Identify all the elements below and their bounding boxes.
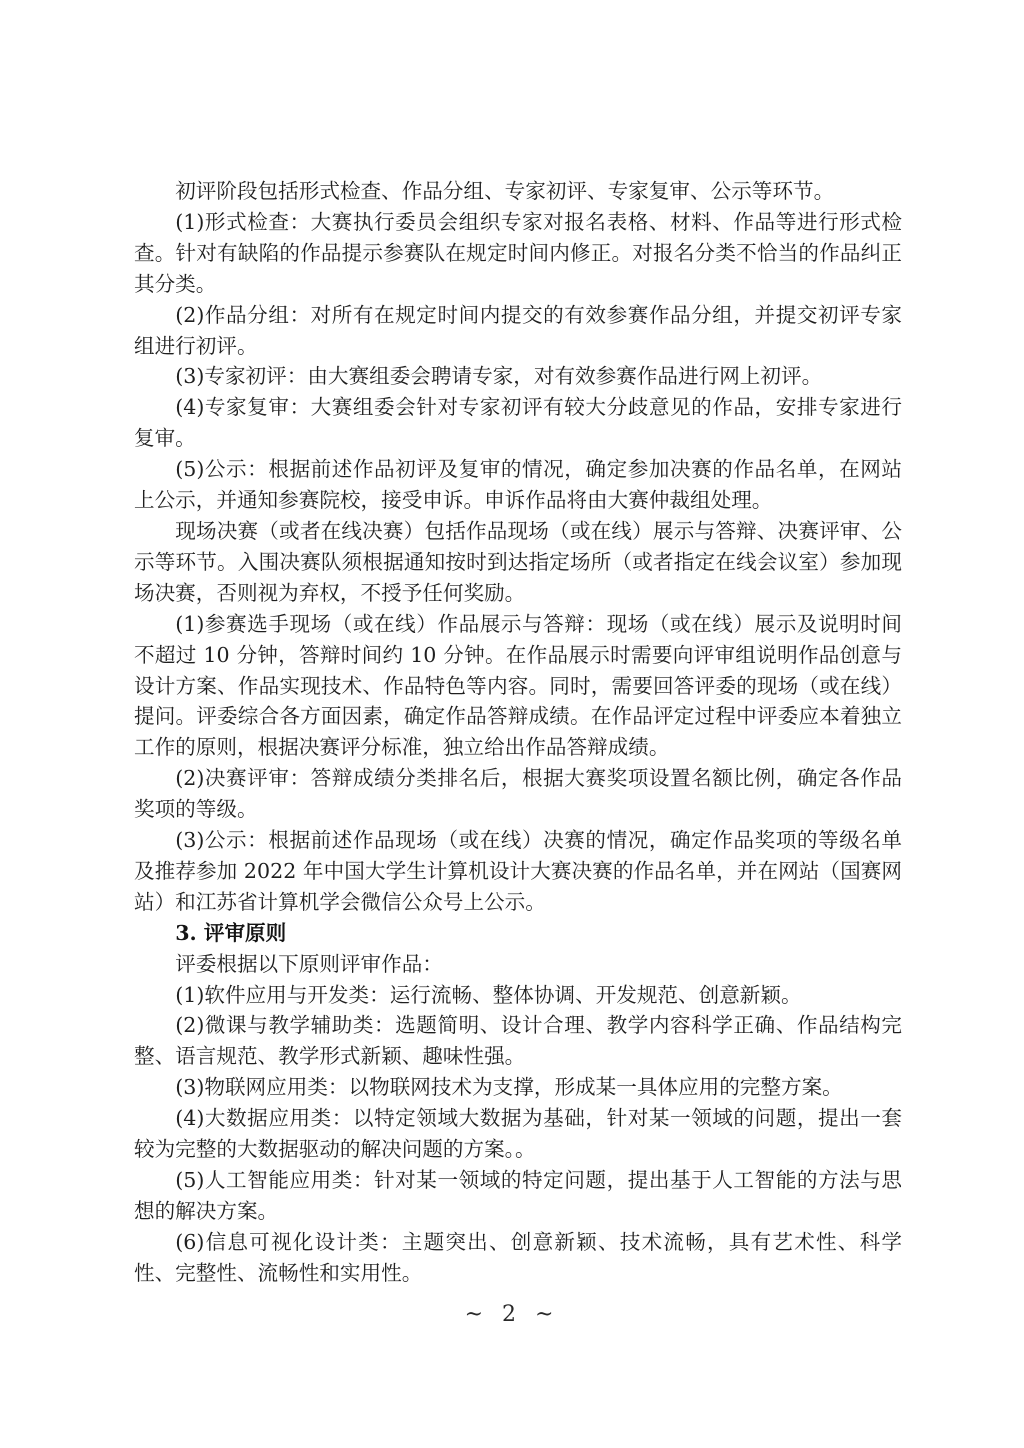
body-paragraph: (1)形式检查：大赛执行委员会组织专家对报名表格、材料、作品等进行形式检查。针对有缺陷的作品提示参赛队在规定时间内修正。对报名分类不恰当的作品纠正其分类。 [134, 209, 902, 296]
body-paragraph: (4)大数据应用类：以特定领域大数据为基础，针对某一领域的问题，提出一套较为完整的大数据驱动的解决问题的方案。。 [134, 1106, 902, 1162]
body-paragraph: (5)公示：根据前述作品初评及复审的情况，确定参加决赛的作品名单，在网站上公示，并通知参赛院校，接受申诉。申诉作品将由大赛仲裁组处理。 [134, 457, 902, 513]
body-paragraph: 评委根据以下原则评审作品： [175, 951, 443, 976]
body-paragraph: (3)公示：根据前述作品现场（或在线）决赛的情况，确定作品奖项的等级名单及推荐参加 2022 年中国大学生计算机设计大赛决赛的作品名单，并在网站（国赛网站）和江苏省计算机学会微信公众号上公示。 [134, 828, 902, 914]
body-paragraph: (1)参赛选手现场（或在线）作品展示与答辩：现场（或在线）展示及说明时间不超过 10 分钟，答辩时间约 10 分钟。在作品展示时需要向评审组说明作品创意与设计方案、作品实现技术、作品特色等内容。同时，需要回答评委的现场（或在线）提问。评委综合各方面因素，确定作品答辩成绩。在作品评定过程中评委应本着独立工作的原则，根据决赛评分标准，独立给出作品答辩成绩。 [134, 611, 902, 760]
body-paragraph: (2)微课与教学辅助类：选题简明、设计合理、教学内容科学正确、作品结构完整、语言规范、教学形式新颖、趣味性强。 [134, 1013, 902, 1069]
body-paragraph: (1)软件应用与开发类：运行流畅、整体协调、开发规范、创意新颖。 [175, 982, 802, 1007]
body-paragraph: (3)专家初评：由大赛组委会聘请专家，对有效参赛作品进行网上初评。 [175, 364, 823, 389]
section-heading-review-principles: 3. 评审原则 [175, 920, 287, 945]
body-paragraph: 现场决赛（或者在线决赛）包括作品现场（或在线）展示与答辩、决赛评审、公示等环节。入围决赛队须根据通知按时到达指定场所（或者指定在线会议室）参加现场决赛，否则视为弃权，不授予任何奖励。 [134, 518, 902, 605]
document-body [134, 176, 902, 1289]
body-paragraph: (2)作品分组：对所有在规定时间内提交的有效参赛作品分组，并提交初评专家组进行初评。 [134, 302, 902, 358]
body-paragraph: (3)物联网应用类：以物联网技术为支撑，形成某一具体应用的完整方案。 [175, 1075, 843, 1100]
body-paragraph: 初评阶段包括形式检查、作品分组、专家初评、专家复审、公示等环节。 [175, 179, 835, 203]
body-paragraph: (2)决赛评审：答辩成绩分类排名后，根据大赛奖项设置名额比例，确定各作品奖项的等级。 [134, 766, 902, 822]
body-paragraph: (5)人工智能应用类：针对某一领域的特定问题，提出基于人工智能的方法与思想的解决方案。 [134, 1168, 902, 1223]
body-paragraph: (6)信息可视化设计类：主题突出、创意新颖、技术流畅，具有艺术性、科学性、完整性、流畅性和实用性。 [134, 1229, 902, 1285]
body-paragraph: (4)专家复审：大赛组委会针对专家初评有较大分歧意见的作品，安排专家进行复审。 [134, 395, 902, 451]
page-number: ~ 2 ~ [464, 1302, 560, 1327]
